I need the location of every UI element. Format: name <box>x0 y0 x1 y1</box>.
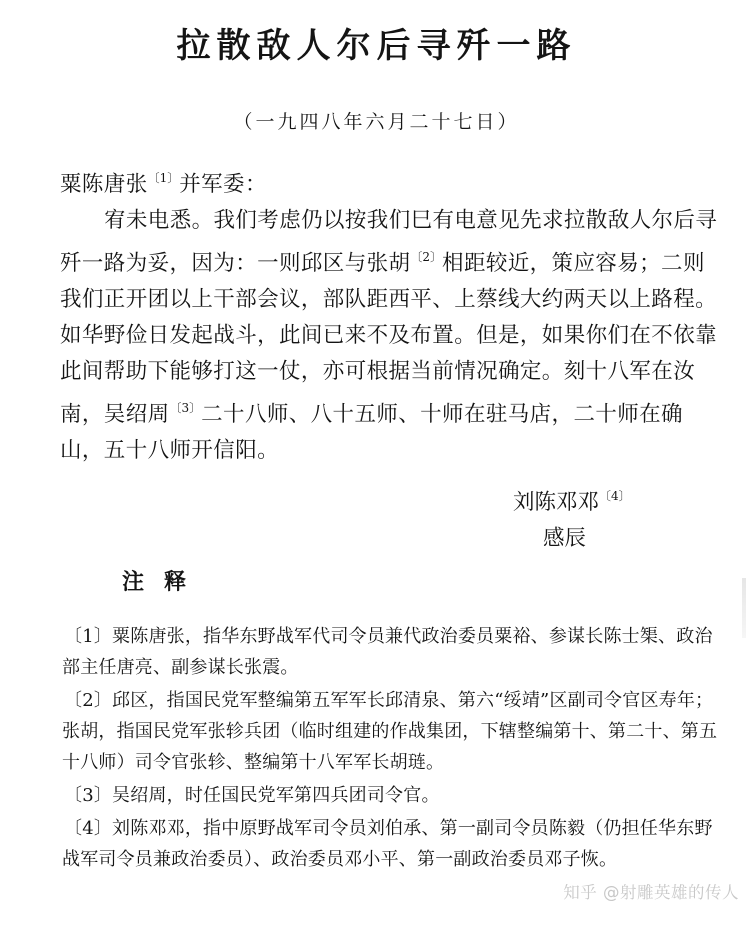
note-item: 〔4〕刘陈邓邓，指中原野战军司令员刘伯承、第一副司令员陈毅（仍担任华东野战军司令员兼政治委员）、政治委员邓小平、第一副政治委员邓子恢。 <box>62 818 713 870</box>
signature-block <box>513 478 631 557</box>
notes-list <box>62 621 722 875</box>
watermark: 知乎 @射雕英雄的传人 <box>563 883 739 902</box>
paragraph-segment: 二十八师、八十五师、十师在驻马店，二十师在确山，五十八师开信阳。 <box>60 402 683 463</box>
footnote-ref-2: 〔2〕 <box>410 250 443 264</box>
footnote-ref-4: 〔4〕 <box>599 489 631 503</box>
signature-name: 刘陈邓邓 <box>513 490 600 515</box>
note-item: 〔1〕粟陈唐张，指华东野战军代司令员兼代政治委员粟裕、参谋长陈士榘、政治部主任唐亮、副参谋长张震。 <box>62 626 713 678</box>
salutation-tail: 并军委： <box>179 172 267 197</box>
document-date: （一九四八年六月二十七日） <box>233 111 520 133</box>
scan-edge-shadow <box>742 578 746 638</box>
note-item: 〔2〕邱区，指国民党军整编第五军军长邱清泉、第六“绥靖”区副司令官区寿年；张胡，指国民党军张轸兵团（临时组建的作战集团，下辖整编第十、第二十、第五十八师）司令官张轸、整编第十八军军长胡琏。 <box>62 690 718 773</box>
paragraph-segment: 相距较近，策应容易；二则我们正开团以上干部会议，部队距西平、上蔡线大约两天以上路程。如华野俭日发起战斗，此间已来不及布置。但是，如果你们在不依靠此间帮助下能够打这一仗，亦可根据当前情况确定。刻十八军在汝南，吴绍周 <box>60 251 718 427</box>
main-paragraph <box>60 203 720 469</box>
salutation-recipients: 粟陈唐张 <box>60 172 148 197</box>
document-title: 拉散敌人尔后寻歼一路 <box>176 26 577 66</box>
note-item: 〔3〕吴绍周，时任国民党军第四兵团司令官。 <box>64 785 440 806</box>
signature-line <box>513 478 631 521</box>
salutation <box>60 160 720 203</box>
notes-heading: 注释 <box>122 570 207 595</box>
letter-body <box>60 160 720 469</box>
footnote-ref-1: 〔1〕 <box>147 171 180 185</box>
footnote-ref-3: 〔3〕 <box>169 401 202 415</box>
signature-code: 感辰 <box>543 526 587 551</box>
paragraph-segment: 宥未电悉。我们考虑仍以按我们巳有电意见先求拉散敌人尔后寻歼一路为妥，因为：一则邱区与张胡 <box>60 208 718 276</box>
